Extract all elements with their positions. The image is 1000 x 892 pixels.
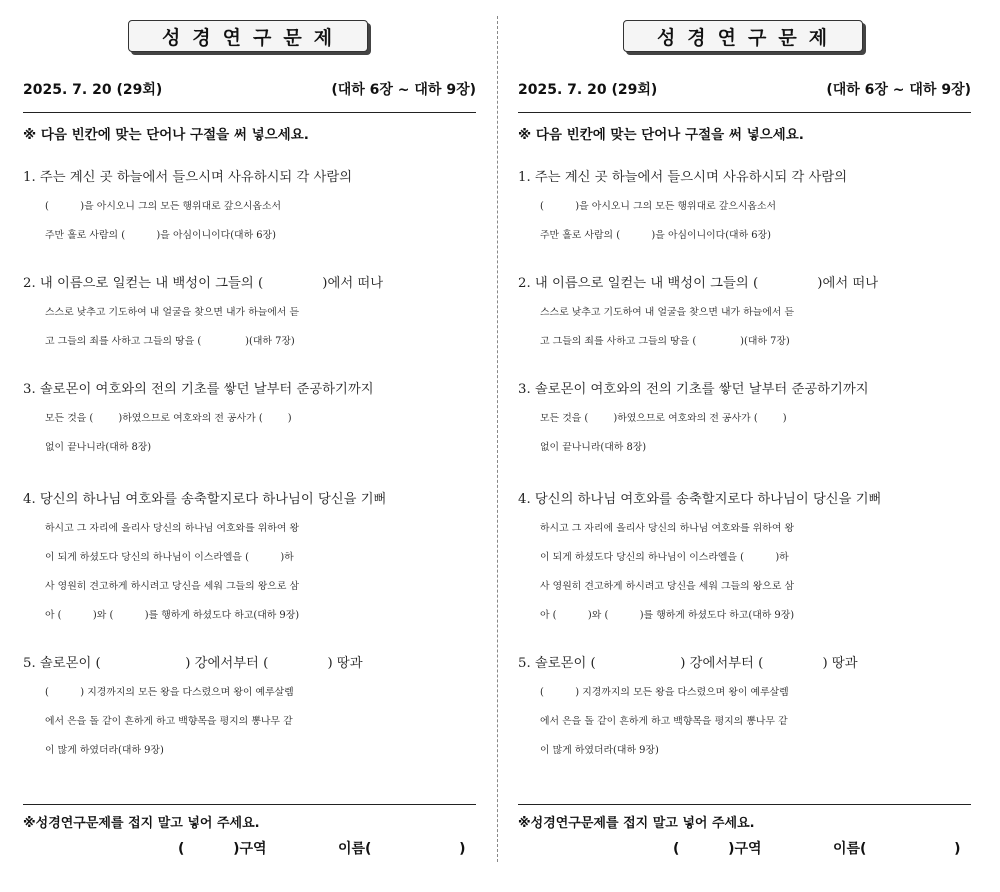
- date-label: 2025. 7. 20 (29회): [518, 82, 658, 98]
- question-line: 없이 끝나니라(대하 8장): [540, 442, 647, 453]
- worksheet-title: 성경연구문제: [128, 20, 368, 52]
- bottom-rule: [518, 804, 971, 805]
- instruction-text: ※ 다음 빈칸에 맞는 단어나 구절을 써 넣으세요.: [518, 127, 804, 143]
- name-field[interactable]: 이름( ): [338, 841, 466, 857]
- footer-fields: [23, 838, 476, 860]
- question-3: [518, 375, 971, 462]
- question-line: 모든 것을 ( )하였으므로 여호와의 전 공사가 ( ): [540, 413, 787, 424]
- question-line: 4. 당신의 하나님 여호와를 송축할지로다 하나님이 당신을 기뻐: [518, 492, 882, 507]
- question-4: [23, 485, 476, 630]
- footer-fields: [518, 838, 971, 860]
- question-4: [518, 485, 971, 630]
- question-line: 5. 솔로몬이 ( ) 강에서부터 ( ) 땅과: [23, 656, 363, 671]
- question-line: 1. 주는 계신 곳 하늘에서 들으시며 사유하시되 각 사람의: [23, 170, 353, 185]
- top-rule: [518, 112, 971, 113]
- question-line: 스스로 낮추고 기도하여 내 얼굴을 찾으면 내가 하늘에서 듣: [45, 307, 300, 318]
- worksheet-right: [518, 0, 971, 892]
- bottom-rule: [23, 804, 476, 805]
- question-line: 아 ( )와 ( )를 행하게 하셨도다 하고(대하 9장): [45, 610, 300, 621]
- district-field[interactable]: ( )구역: [673, 841, 762, 857]
- question-line: ( )을 아시오니 그의 모든 행위대로 갚으시옵소서: [540, 201, 777, 212]
- question-line: 이 많게 하였더라(대하 9장): [45, 745, 164, 756]
- question-2: [518, 269, 971, 356]
- question-line: 이 되게 하셨도다 당신의 하나님이 이스라엘을 ( )하: [45, 552, 294, 563]
- question-line: 2. 내 이름으로 일컫는 내 백성이 그들의 ( )에서 떠나: [518, 276, 879, 291]
- question-line: 주만 홀로 사람의 ( )을 아심이니이다(대하 6장): [540, 230, 771, 241]
- info-row: [23, 78, 476, 100]
- question-line: 4. 당신의 하나님 여호와를 송축할지로다 하나님이 당신을 기뻐: [23, 492, 387, 507]
- question-line: ( )을 아시오니 그의 모든 행위대로 갚으시옵소서: [45, 201, 282, 212]
- question-line: 이 되게 하셨도다 당신의 하나님이 이스라엘을 ( )하: [540, 552, 789, 563]
- question-line: 하시고 그 자리에 올리사 당신의 하나님 여호와를 위하여 왕: [45, 523, 300, 534]
- question-line: 아 ( )와 ( )를 행하게 하셨도다 하고(대하 9장): [540, 610, 795, 621]
- question-line: 5. 솔로몬이 ( ) 강에서부터 ( ) 땅과: [518, 656, 858, 671]
- question-3: [23, 375, 476, 462]
- page-divider: [497, 16, 498, 862]
- range-label: (대하 6장 ~ 대하 9장): [331, 82, 476, 98]
- question-2: [23, 269, 476, 356]
- instruction-text: ※ 다음 빈칸에 맞는 단어나 구절을 써 넣으세요.: [23, 127, 309, 143]
- question-line: 에서 은을 돌 같이 흔하게 하고 백향목을 평지의 뽕나무 같: [540, 716, 788, 727]
- question-line: ( ) 지경까지의 모든 왕을 다스렸으며 왕이 예루살렘: [45, 687, 294, 698]
- footer-note: ※성경연구문제를 접지 말고 넣어 주세요.: [518, 816, 755, 831]
- question-line: 2. 내 이름으로 일컫는 내 백성이 그들의 ( )에서 떠나: [23, 276, 384, 291]
- question-line: 없이 끝나니라(대하 8장): [45, 442, 152, 453]
- question-line: 고 그들의 죄를 사하고 그들의 땅을 ( )(대하 7장): [45, 336, 295, 347]
- question-1: [23, 163, 476, 250]
- question-line: 3. 솔로몬이 여호와의 전의 기초를 쌓던 날부터 준공하기까지: [518, 382, 869, 397]
- question-line: 고 그들의 죄를 사하고 그들의 땅을 ( )(대하 7장): [540, 336, 790, 347]
- question-line: 1. 주는 계신 곳 하늘에서 들으시며 사유하시되 각 사람의: [518, 170, 848, 185]
- question-5: [518, 649, 971, 765]
- name-field[interactable]: 이름( ): [833, 841, 961, 857]
- range-label: (대하 6장 ~ 대하 9장): [826, 82, 971, 98]
- district-field[interactable]: ( )구역: [178, 841, 267, 857]
- top-rule: [23, 112, 476, 113]
- question-line: 하시고 그 자리에 올리사 당신의 하나님 여호와를 위하여 왕: [540, 523, 795, 534]
- footer-note: ※성경연구문제를 접지 말고 넣어 주세요.: [23, 816, 260, 831]
- question-line: 이 많게 하였더라(대하 9장): [540, 745, 659, 756]
- date-label: 2025. 7. 20 (29회): [23, 82, 163, 98]
- question-5: [23, 649, 476, 765]
- question-line: 에서 은을 돌 같이 흔하게 하고 백향목을 평지의 뽕나무 같: [45, 716, 293, 727]
- question-line: 스스로 낮추고 기도하여 내 얼굴을 찾으면 내가 하늘에서 듣: [540, 307, 795, 318]
- question-line: 사 영원히 견고하게 하시려고 당신을 세워 그들의 왕으로 삼: [45, 581, 300, 592]
- question-line: 모든 것을 ( )하였으므로 여호와의 전 공사가 ( ): [45, 413, 292, 424]
- question-line: ( ) 지경까지의 모든 왕을 다스렸으며 왕이 예루살렘: [540, 687, 789, 698]
- question-1: [518, 163, 971, 250]
- worksheet-title: 성경연구문제: [623, 20, 863, 52]
- question-line: 사 영원히 견고하게 하시려고 당신을 세워 그들의 왕으로 삼: [540, 581, 795, 592]
- worksheet-left: [23, 0, 476, 892]
- question-line: 주만 홀로 사람의 ( )을 아심이니이다(대하 6장): [45, 230, 276, 241]
- info-row: [518, 78, 971, 100]
- question-line: 3. 솔로몬이 여호와의 전의 기초를 쌓던 날부터 준공하기까지: [23, 382, 374, 397]
